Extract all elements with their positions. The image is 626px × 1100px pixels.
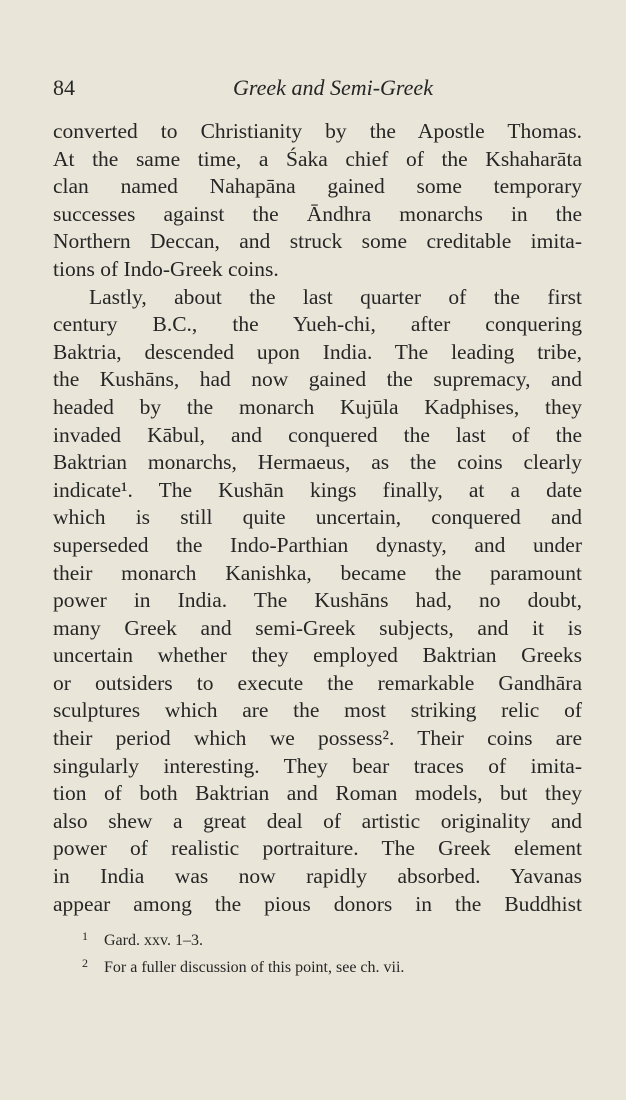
text-line: Baktria, descended upon India. The leading tribe,	[53, 339, 582, 364]
footnote	[82, 927, 584, 954]
body-text	[53, 118, 582, 918]
text-line: their monarch Kanishka, became the paramount	[53, 560, 582, 585]
text-line: converted to Christianity by the Apostle Thomas.	[53, 119, 582, 143]
text-line: power of realistic portraiture. The Greek element	[53, 836, 582, 861]
text-line: which is still quite uncertain, conquered and	[53, 505, 582, 530]
footnote-text: Gard. xxv. 1–3.	[104, 932, 203, 949]
page-header	[53, 72, 583, 104]
text-line: superseded the Indo-Parthian dynasty, and under	[53, 532, 582, 557]
footnote-mark: 1	[82, 929, 88, 943]
text-line: the Kushāns, had now gained the supremacy, and	[53, 367, 582, 392]
text-line: appear among the pious donors in the Buddhist	[53, 891, 582, 916]
text-line: many Greek and semi-Greek subjects, and it is	[53, 615, 582, 640]
footnotes	[82, 927, 584, 981]
footnote-mark: 2	[82, 956, 88, 970]
text-line: successes against the Āndhra monarchs in the	[53, 201, 582, 226]
text-line: also shew a great deal of artistic originality and	[53, 808, 582, 833]
text-line: uncertain whether they employed Baktrian Greeks	[53, 643, 582, 668]
text-line: clan named Nahapāna gained some temporary	[53, 174, 582, 199]
text-line: headed by the monarch Kujūla Kadphises, they	[53, 394, 582, 419]
page-number: 84	[53, 75, 75, 100]
text-line: singularly interesting. They bear traces of imita-	[53, 753, 582, 778]
text-line: power in India. The Kushāns had, no doubt,	[53, 588, 582, 613]
text-line: or outsiders to execute the remarkable Gandhāra	[53, 670, 582, 695]
footnote	[82, 954, 584, 981]
text-line: century B.C., the Yueh-chi, after conquering	[53, 312, 582, 337]
text-line: Lastly, about the last quarter of the first	[89, 284, 582, 309]
text-line: their period which we possess². Their coins are	[53, 726, 582, 751]
footnote-text: For a fuller discussion of this point, see ch. vii.	[104, 959, 405, 976]
text-line: invaded Kābul, and conquered the last of the	[53, 422, 582, 447]
text-line: Baktrian monarchs, Hermaeus, as the coins clearly	[53, 450, 582, 475]
text-line: in India was now rapidly absorbed. Yavanas	[53, 864, 582, 889]
running-title: Greek and Semi-Greek	[233, 75, 433, 100]
text-line: tions of Indo-Greek coins.	[53, 256, 279, 281]
text-line: indicate¹. The Kushān kings finally, at a date	[53, 477, 582, 502]
text-line: At the same time, a Śaka chief of the Kshaharāta	[53, 146, 582, 171]
text-line: tion of both Baktrian and Roman models, but they	[53, 781, 582, 806]
text-line: Northern Deccan, and struck some creditable imita-	[53, 229, 582, 254]
text-line: sculptures which are the most striking relic of	[53, 698, 582, 723]
